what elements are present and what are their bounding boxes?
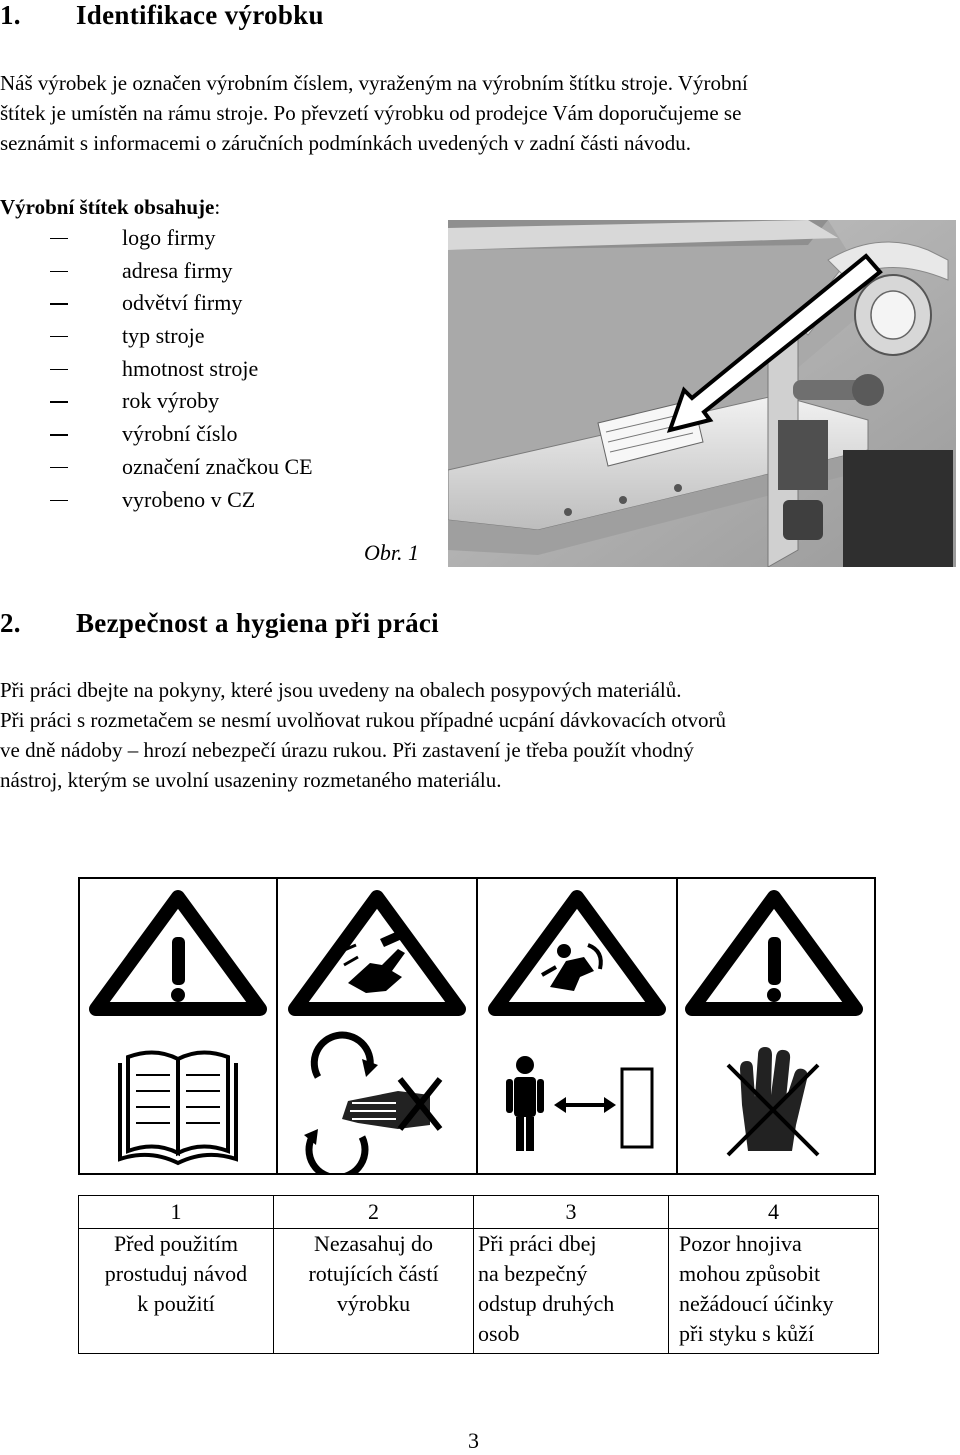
safety-signs-panel bbox=[78, 877, 876, 1175]
list-item-text: hmotnost stroje bbox=[122, 355, 259, 381]
legend-line: při styku s kůží bbox=[679, 1321, 815, 1346]
section-2-title: Bezpečnost a hygiena při práci bbox=[76, 608, 439, 638]
dash-bullet bbox=[50, 401, 68, 402]
dash-bullet bbox=[50, 500, 68, 501]
list-item bbox=[50, 222, 440, 255]
legend-line: nežádoucí účinky bbox=[679, 1291, 834, 1316]
page-number: 3 bbox=[468, 1428, 479, 1453]
list-item-text: logo firmy bbox=[122, 225, 216, 250]
list-item bbox=[50, 255, 440, 288]
hand-injury-warning-icon bbox=[295, 897, 459, 1009]
legend-line: Při práci dbej bbox=[478, 1231, 597, 1256]
list-item-text: označení značkou CE bbox=[122, 453, 313, 479]
safety-paragraphs bbox=[0, 675, 952, 795]
safety-signs-graphics bbox=[80, 879, 874, 1173]
dash-bullet bbox=[50, 434, 68, 435]
list-item-text: adresa firmy bbox=[122, 257, 233, 283]
label-contents-heading-colon: : bbox=[214, 195, 221, 219]
dash-bullet bbox=[50, 467, 68, 468]
safety-paragraph-2-line-1: Při práci s rozmetačem se nesmí uvolňovat rukou případné ucpání dávkovacích otvorů bbox=[0, 708, 727, 732]
machine-nameplate-photo bbox=[448, 220, 956, 567]
machine-frame-illustration bbox=[448, 220, 956, 567]
label-contents-list bbox=[50, 222, 440, 516]
list-item bbox=[50, 287, 440, 320]
legend-line: Pozor hnojiva bbox=[679, 1231, 802, 1256]
list-item bbox=[50, 451, 440, 484]
list-item bbox=[50, 385, 440, 418]
list-item-text: vyrobeno v CZ bbox=[122, 486, 256, 512]
safety-signs-legend bbox=[78, 1195, 879, 1354]
list-item-text: výrobní číslo bbox=[122, 421, 238, 447]
label-contents-heading bbox=[0, 192, 220, 222]
legend-cell-4 bbox=[669, 1229, 879, 1354]
legend-line: mohou způsobit bbox=[679, 1261, 821, 1286]
legend-line: na bezpečný bbox=[478, 1261, 588, 1286]
legend-line: prostuduj návod bbox=[104, 1261, 248, 1286]
legend-line: rotujících částí bbox=[308, 1261, 439, 1286]
figure-caption: Obr. 1 bbox=[364, 540, 420, 565]
legend-number: 3 bbox=[474, 1196, 669, 1229]
warning-exclamation-icon bbox=[96, 897, 260, 1009]
safety-paragraph-1: Při práci dbejte na pokyny, které jsou uvedeny na obalech posypových materiálů. bbox=[0, 678, 682, 702]
dash-bullet bbox=[50, 303, 68, 304]
identification-paragraph bbox=[0, 68, 955, 158]
safety-paragraph-2-line-3: nástroj, kterým se uvolní usazeniny rozmetaného materiálu. bbox=[0, 768, 502, 792]
safety-paragraph-2-line-2: ve dně nádoby – hrozí nebezpečí úrazu rukou. Při zastavení je třeba použít vhodný bbox=[0, 738, 694, 762]
identification-line-2: štítek je umístěn na rámu stroje. Po převzetí výrobku od prodejce Vám doporučujeme se bbox=[0, 101, 742, 125]
entanglement-warning-icon bbox=[495, 897, 659, 1009]
legend-cell-3 bbox=[474, 1229, 669, 1354]
legend-line: k použití bbox=[137, 1291, 215, 1316]
warning-exclamation-icon bbox=[692, 897, 856, 1009]
legend-cell-2 bbox=[274, 1229, 474, 1354]
dash-bullet bbox=[50, 238, 68, 239]
no-bare-hand-icon bbox=[728, 1047, 818, 1155]
legend-line: osob bbox=[478, 1321, 520, 1346]
label-contents-heading-text: Výrobní štítek obsahuje bbox=[0, 195, 215, 219]
read-manual-icon bbox=[120, 1052, 236, 1163]
list-item-text: typ stroje bbox=[122, 323, 205, 349]
dash-bullet bbox=[50, 369, 68, 370]
identification-line-3: seznámit s informacemi o záručních podmínkách uvedených v zadní části návodu. bbox=[0, 131, 692, 155]
legend-line: Před použitím bbox=[113, 1231, 239, 1256]
legend-line: Nezasahuj do bbox=[313, 1231, 434, 1256]
list-item bbox=[50, 418, 440, 451]
legend-number: 2 bbox=[274, 1196, 474, 1229]
legend-number-row bbox=[79, 1196, 879, 1229]
legend-text-row bbox=[79, 1229, 879, 1354]
section-1-title: Identifikace výrobku bbox=[76, 0, 324, 30]
list-item bbox=[50, 353, 440, 386]
list-item bbox=[50, 320, 440, 353]
safe-distance-icon bbox=[506, 1056, 652, 1151]
list-item-text: rok výroby bbox=[122, 388, 220, 414]
no-touch-rotating-parts-icon bbox=[304, 1035, 440, 1173]
section-2-heading bbox=[0, 608, 439, 639]
list-item-text: odvětví firmy bbox=[122, 290, 243, 316]
legend-number: 1 bbox=[79, 1196, 274, 1229]
legend-number: 4 bbox=[669, 1196, 879, 1229]
legend-line: výrobku bbox=[336, 1291, 411, 1316]
list-item bbox=[50, 484, 440, 517]
section-1-heading bbox=[0, 0, 324, 31]
section-1-number: 1. bbox=[0, 0, 21, 30]
dash-bullet bbox=[50, 336, 68, 337]
dash-bullet bbox=[50, 271, 68, 272]
section-2-number: 2. bbox=[0, 608, 21, 638]
legend-cell-1 bbox=[79, 1229, 274, 1354]
legend-line: odstup druhých bbox=[478, 1291, 615, 1316]
identification-line-1: Náš výrobek je označen výrobním číslem, vyraženým na výrobním štítku stroje. Výrobní bbox=[0, 71, 748, 95]
